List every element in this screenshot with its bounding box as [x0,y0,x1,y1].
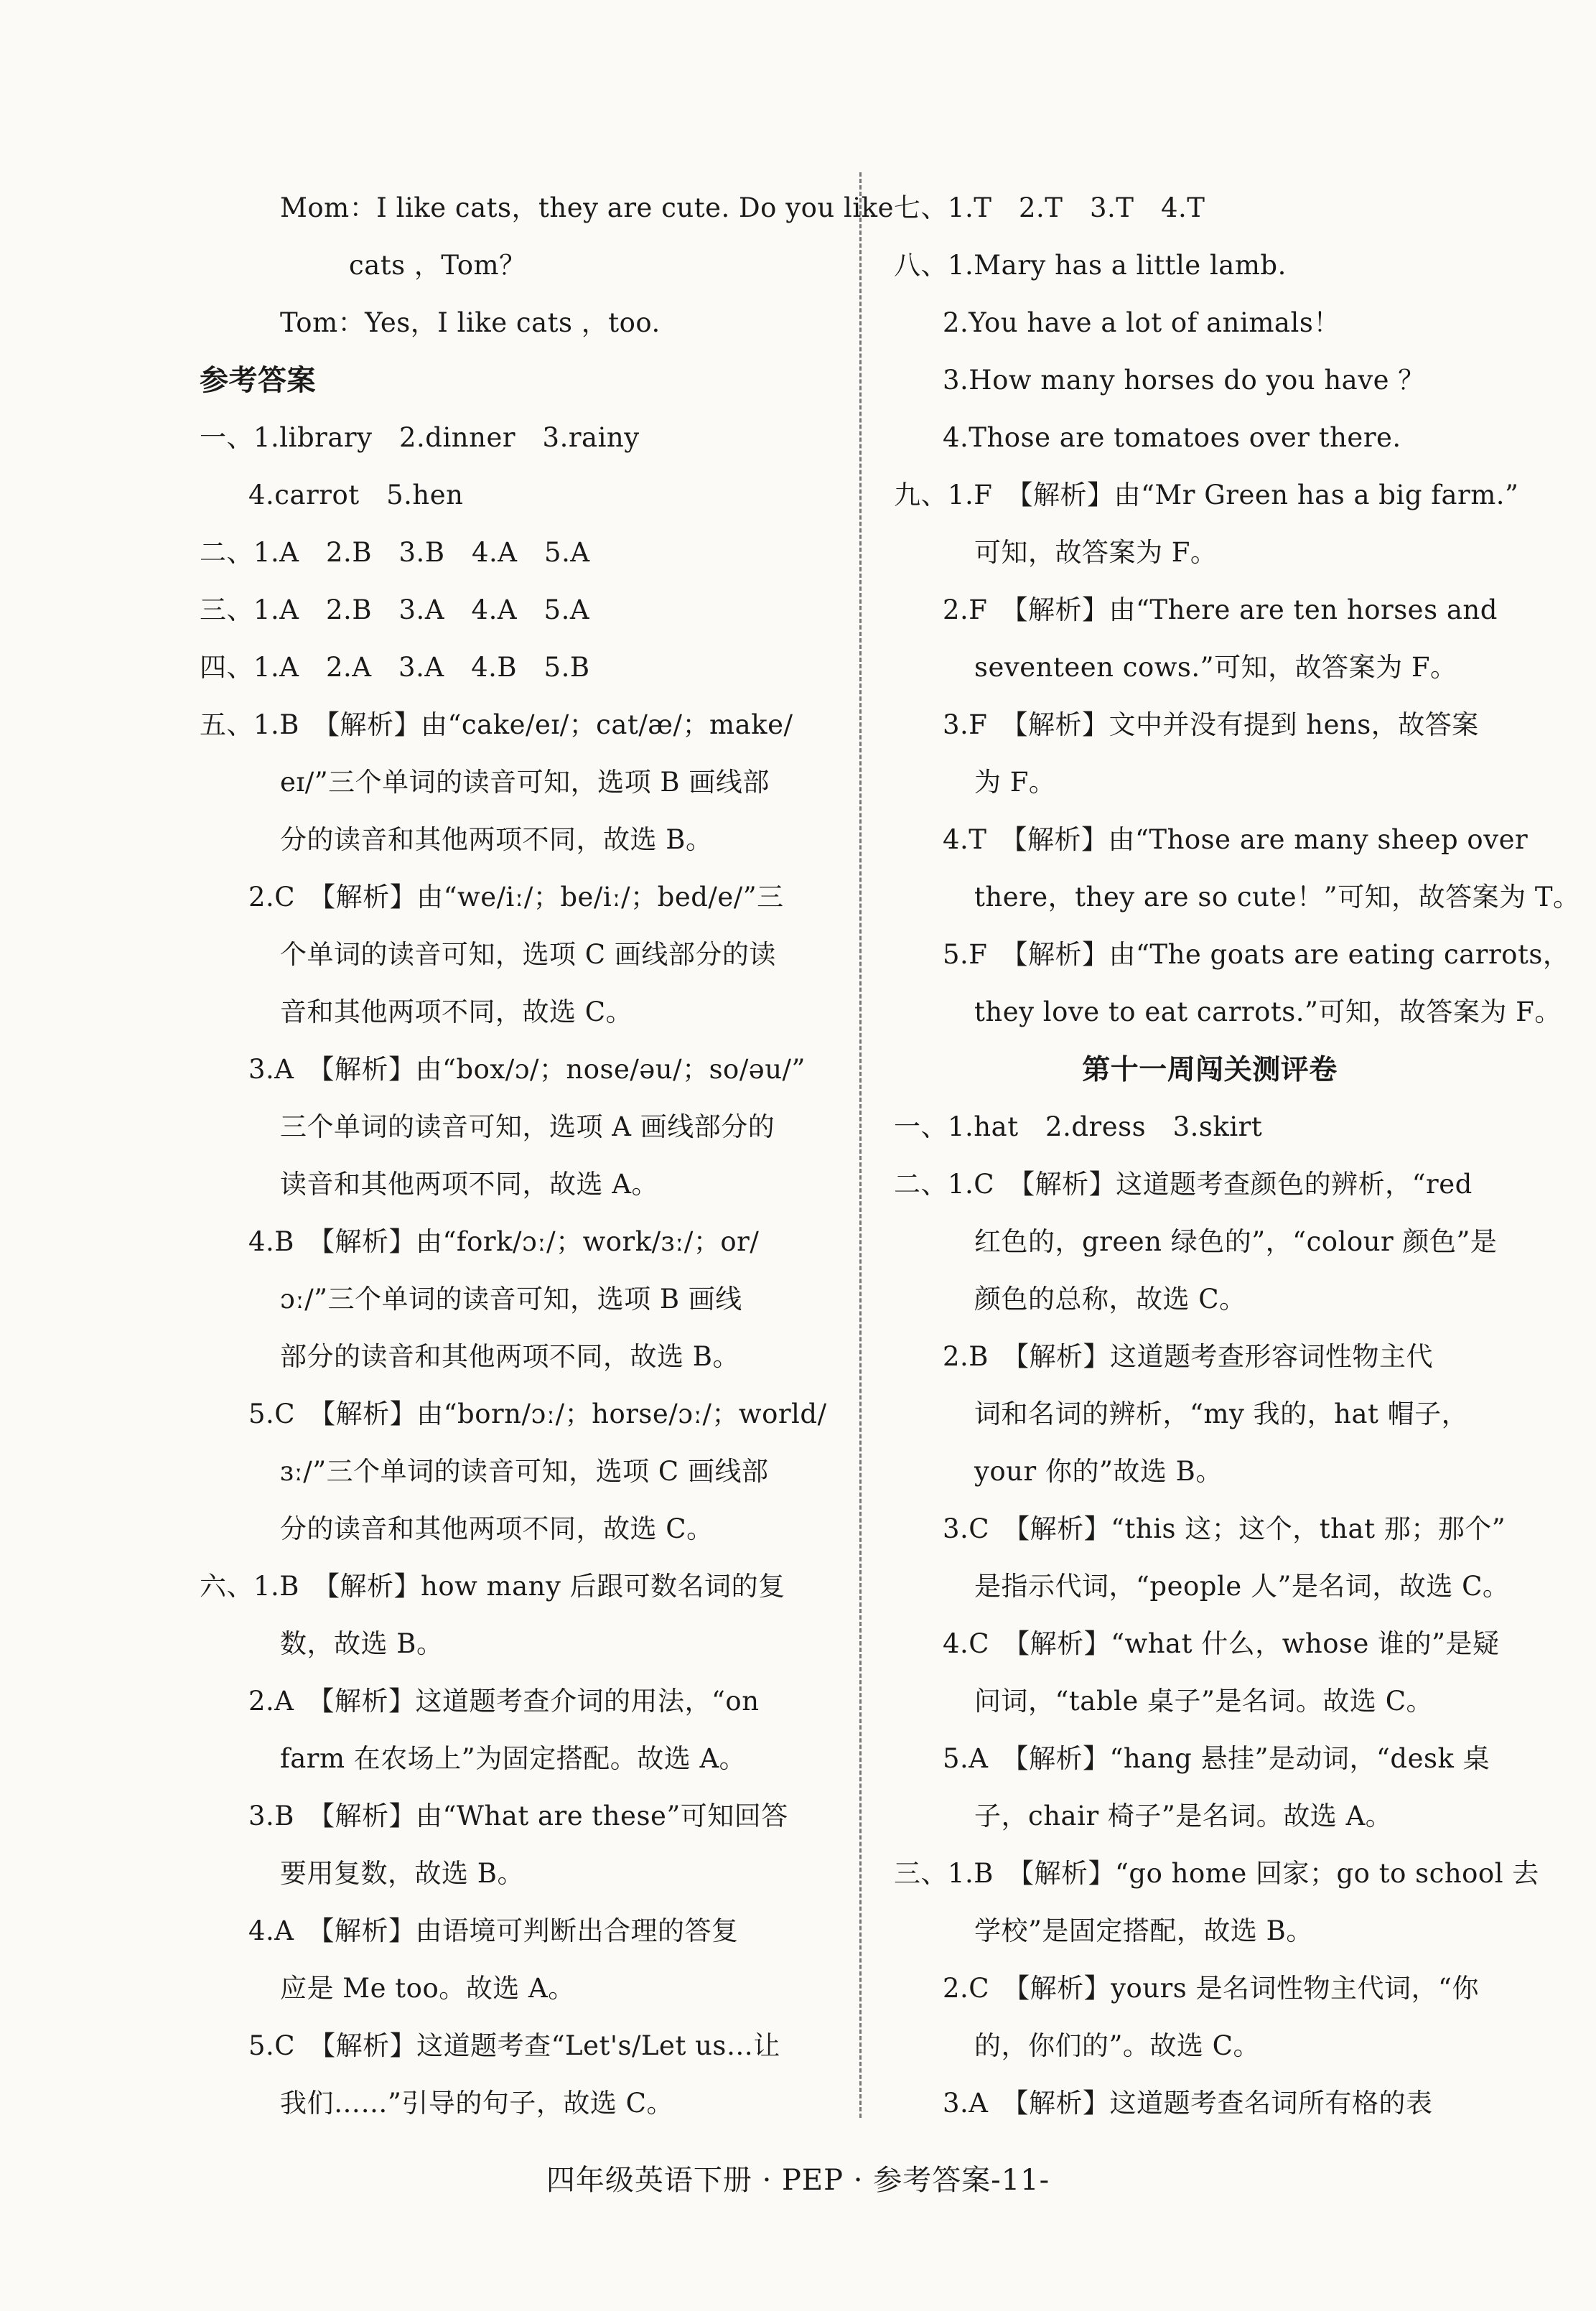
left-text-line: 2.A 【解析】这道题考查介词的用法，“on [248,1686,760,1717]
left-text-line: 2.C 【解析】由“we/iː/；be/iː/；bed/e/”三 [248,882,784,912]
right-text-line: they love to eat carrots.”可知，故答案为 F。 [974,996,1562,1027]
right-text-line: 4.T 【解析】由“Those are many sheep over [943,824,1529,855]
right-text-line: 问词，“table 桌子”是名词。故选 C。 [974,1686,1434,1717]
right-text-line: 2.You have a lot of animals！ [943,307,1340,338]
left-text-line: cats ，Tom？ [349,250,526,281]
left-text-line: ɜː/”三个单词的读音可知，选项 C 画线部 [280,1456,769,1487]
right-text-line: your 你的”故选 B。 [974,1456,1223,1487]
right-text-line: 5.A 【解析】“hang 悬挂”是动词，“desk 桌 [943,1743,1490,1774]
right-text-line: 颜色的总称，故选 C。 [974,1284,1246,1315]
left-text-line: 3.A 【解析】由“box/ɔ/；nose/əu/；so/əu/” [248,1054,806,1085]
left-text-line: 六、1.B 【解析】how many 后跟可数名词的复 [200,1571,785,1602]
right-text-line: 3.F 【解析】文中并没有提到 hens，故答案 [943,709,1479,740]
right-text-line: 三、1.B 【解析】“go home 回家；go to school 去 [894,1858,1539,1889]
right-text-line: 一、1.hat 2.dress 3.skirt [894,1111,1263,1142]
left-text-line: 分的读音和其他两项不同，故选 B。 [280,824,713,855]
left-text-line: 4.A 【解析】由语境可判断出合理的答复 [248,1915,739,1946]
page-footer: 四年级英语下册 · PEP · 参考答案-11- [546,2164,1050,2197]
right-text-line: 七、1.T 2.T 3.T 4.T [894,192,1205,223]
left-text-line: 参考答案 [200,363,316,397]
right-text-line: 是指示代词，“people 人”是名词，故选 C。 [974,1571,1510,1602]
right-text-line: 4.C 【解析】“what 什么，whose 谁的”是疑 [943,1628,1500,1659]
left-text-line: 五、1.B 【解析】由“cake/eɪ/；cat/æ/；make/ [200,709,793,740]
left-text-line: eɪ/”三个单词的读音可知，选项 B 画线部 [280,767,770,798]
left-text-line: 读音和其他两项不同，故选 A。 [280,1169,658,1200]
left-text-line: 我们……”引导的句子，故选 C。 [280,2088,673,2119]
left-text-line: 5.C 【解析】这道题考查“Let's/Let us…让 [248,2030,780,2061]
right-text-line: seventeen cows.”可知，故答案为 F。 [974,652,1457,683]
right-text-line: 可知，故答案为 F。 [974,537,1218,568]
left-text-line: 音和其他两项不同，故选 C。 [280,996,633,1027]
left-text-line: 3.B 【解析】由“What are these”可知回答 [248,1801,788,1831]
column-divider [859,172,862,2118]
left-text-line: farm 在农场上”为固定搭配。故选 A。 [280,1743,747,1774]
right-text-line: 学校”是固定搭配，故选 B。 [974,1915,1313,1946]
right-text-line: 5.F 【解析】由“The goats are eating carrots， [943,939,1570,970]
right-text-line: 八、1.Mary has a little lamb. [894,250,1287,281]
right-text-line: 为 F。 [974,767,1056,798]
left-text-line: 5.C 【解析】由“born/ɔː/；horse/ɔː/；world/ [248,1399,827,1429]
left-text-line: 个单词的读音可知，选项 C 画线部分的读 [280,939,776,970]
left-text-line: ɔː/”三个单词的读音可知，选项 B 画线 [280,1284,742,1315]
left-text-line: 4.carrot 5.hen [248,480,464,510]
left-column [200,179,894,2132]
left-text-line: 4.B 【解析】由“fork/ɔː/；work/ɜː/；or/ [248,1226,760,1257]
right-text-line: 3.A 【解析】这道题考查名词所有格的表 [943,2088,1433,2119]
right-text-line: 3.C 【解析】“this 这；这个，that 那；那个” [943,1513,1506,1544]
left-text-line: 要用复数，故选 B。 [280,1858,524,1889]
right-text-line: 红色的，green 绿色的”，“colour 颜色”是 [974,1226,1498,1257]
left-text-line: 应是 Me too。故选 A。 [280,1973,575,2004]
right-text-line: 2.C 【解析】yours 是名词性物主代词，“你 [943,1973,1479,2004]
left-text-line: 二、1.A 2.B 3.B 4.A 5.A [200,537,590,568]
right-text-line: 子，chair 椅子”是名词。故选 A。 [974,1801,1393,1831]
right-column [894,179,1580,2132]
right-text-line: 词和名词的辨析，“my 我的，hat 帽子， [974,1399,1469,1429]
right-text-line: there，they are so cute！”可知，故答案为 T。 [974,882,1580,912]
right-text-line: 2.F 【解析】由“There are ten horses and [943,594,1498,625]
right-text-line: 的，你们的”。故选 C。 [974,2030,1260,2061]
left-text-line: 数，故选 B。 [280,1628,444,1659]
left-text-line: 分的读音和其他两项不同，故选 C。 [280,1513,714,1544]
left-text-line: Tom：Yes，I like cats ，too. [280,307,661,338]
right-text-line: 二、1.C 【解析】这道题考查颜色的辨析，“red [894,1169,1473,1200]
left-text-line: 一、1.library 2.dinner 3.rainy [200,422,640,453]
left-text-line: 三、1.A 2.B 3.A 4.A 5.A [200,594,590,625]
right-text-line: 2.B 【解析】这道题考查形容词性物主代 [943,1341,1433,1372]
right-text-line: 4.Those are tomatoes over there. [943,422,1401,453]
left-text-line: 四、1.A 2.A 3.A 4.B 5.B [200,652,590,683]
left-text-line: Mom：I like cats，they are cute. Do you like [280,192,894,223]
right-text-line: 九、1.F 【解析】由“Mr Green has a big farm.” [894,480,1519,510]
right-text-line: 3.How many horses do you have ？ [943,365,1425,396]
right-text-line: 第十一周闯关测评卷 [1082,1053,1338,1086]
left-text-line: 三个单词的读音可知，选项 A 画线部分的 [280,1111,775,1142]
left-text-line: 部分的读音和其他两项不同，故选 B。 [280,1341,739,1372]
